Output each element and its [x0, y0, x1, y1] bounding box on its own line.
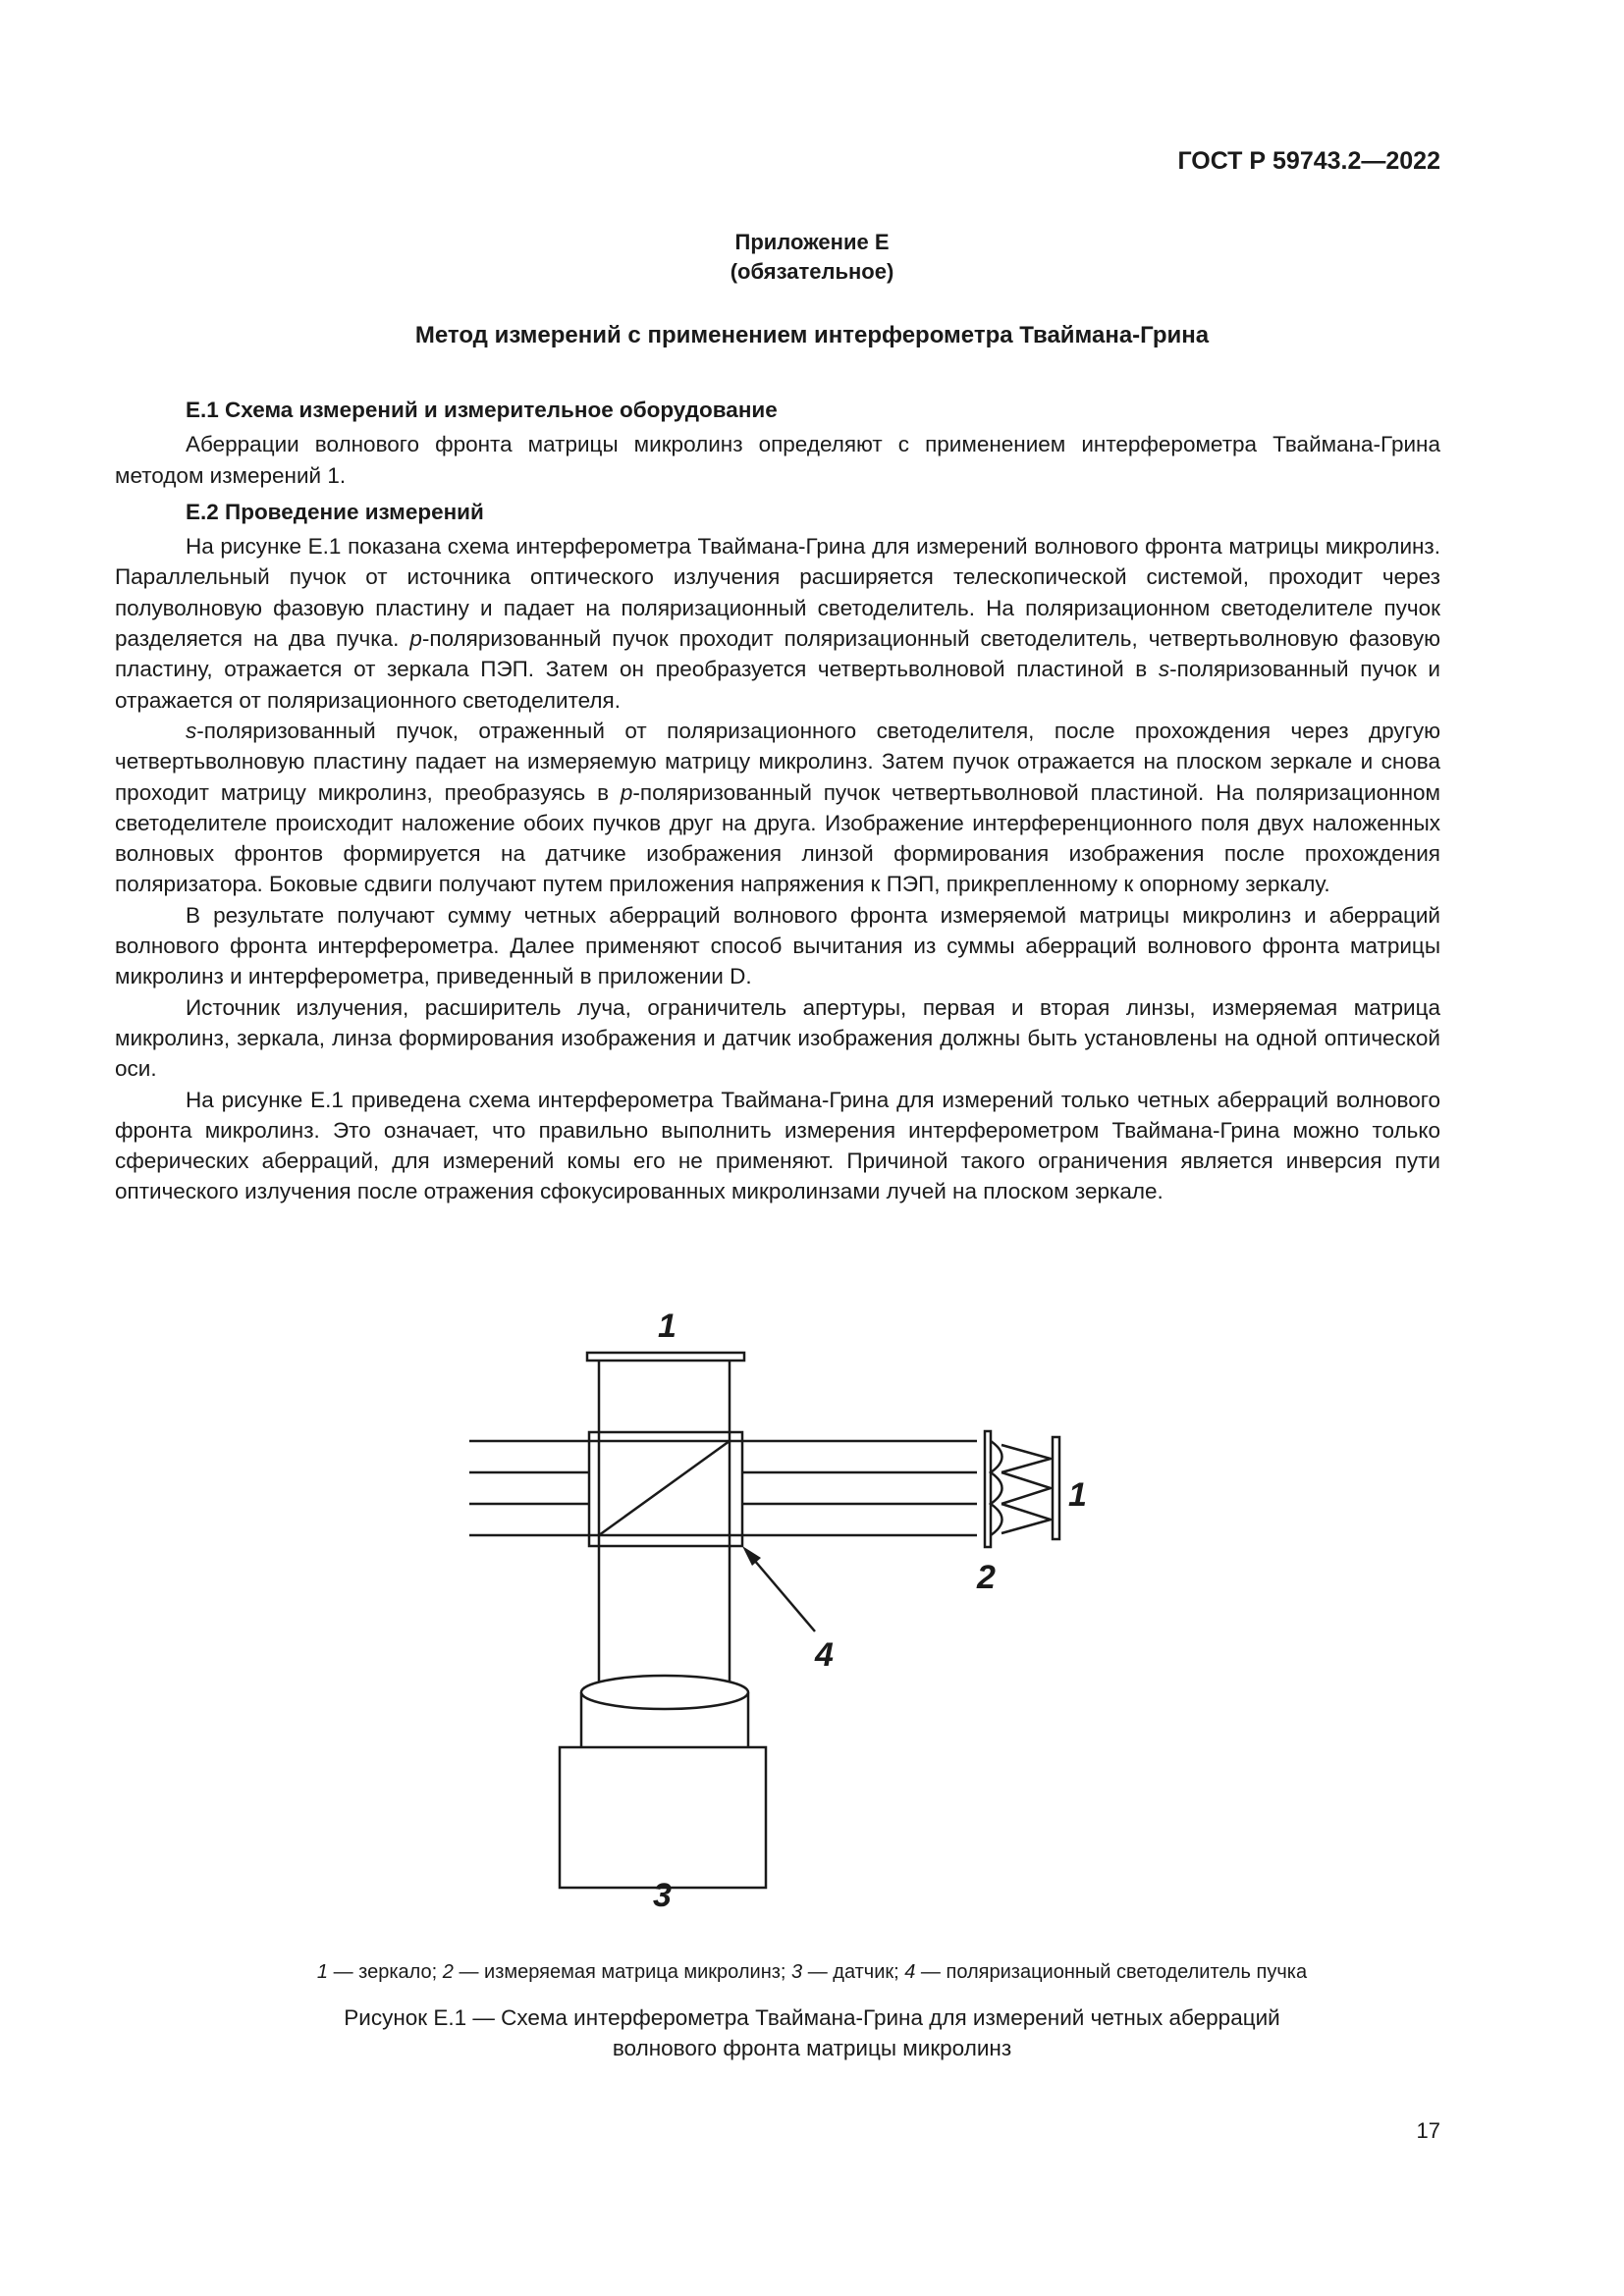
section-e2-paragraph-1	[115, 531, 1440, 716]
splitter-pointer-line	[748, 1553, 815, 1631]
p2-s-symbol: s	[186, 718, 197, 743]
section-e2-paragraph-2	[115, 716, 1440, 900]
annex-status: (обязательное)	[730, 259, 894, 284]
annex-title: Приложение Е	[734, 230, 890, 254]
focused-rays	[1001, 1445, 1051, 1533]
legend-n4: 4	[904, 1961, 916, 1983]
legend-t2: — измеряемая матрица микролинз;	[453, 1961, 792, 1983]
figure-caption-line-1: Рисунок Е.1 — Схема интерферометра Тваймана-Грина для измерений четных аберраций	[344, 2005, 1280, 2030]
legend-t3: — датчик;	[802, 1961, 905, 1983]
interferometer-diagram	[432, 1288, 1119, 1911]
legend-n2: 2	[442, 1961, 454, 1983]
beam-splitter-diagonal	[599, 1441, 730, 1535]
section-e2-paragraph-3: В результате получают сумму четных аберраций волнового фронта измеряемой матрицы микролинз и аберраций волнового фронта интерферометра. Далее применяют способ вычитания из суммы аберраций волнового фронта матрицы микролинз и интерферометра, приведенный в приложении D.	[115, 902, 1440, 989]
section-e1-heading: Е.1 Схема измерений и измерительное оборудование	[186, 398, 778, 422]
p1-text-b: -поляризованный пучок проходит поляризационный светоделитель, четвертьволновую фазовую пластину, отражается от зеркала ПЭП. Затем он преобразуется четвертьволновой пластиной в	[115, 626, 1440, 682]
label-sensor: 3	[653, 1877, 672, 1911]
top-mirror	[587, 1353, 744, 1361]
p1-s-symbol: s	[1158, 657, 1170, 682]
section-e1-paragraph: Аберрации волнового фронта матрицы микролинз определяют с применением интерферометра Тваймана-Грина методом измерений 1.	[115, 432, 1440, 488]
legend-n3: 3	[791, 1961, 803, 1983]
p2-text-b: -поляризованный пучок четвертьволновой пластиной. На поляризационном светоделителе происходит наложение обоих пучков друг на друга. Изображение интерференционного поля двух наложенных волновых фронтов формируется на датчике изображения линзой формирования изображения после прохождения поляризатора. Боковые сдвиги получают путем приложения напряжения к ПЭП, прикрепленному к опорному зеркалу.	[115, 779, 1440, 897]
splitter-pointer-head	[742, 1546, 761, 1566]
label-lens-array: 2	[977, 1559, 996, 1596]
lens-array-plate	[985, 1431, 991, 1547]
legend-t1: — зеркало;	[328, 1961, 443, 1983]
p1-p-symbol: p	[409, 626, 422, 652]
label-mirror-top: 1	[658, 1308, 677, 1345]
sensor-box	[560, 1747, 766, 1888]
section-e2-paragraph-4: Источник излучения, расширитель луча, ограничитель апертуры, первая и вторая линзы, измеряемая матрица микролинз, зеркала, линза формирования изображения и датчик изображения должны быть установлены на одной оптической оси.	[115, 994, 1440, 1082]
imaging-lens-top	[581, 1676, 748, 1709]
label-mirror-right: 1	[1068, 1476, 1087, 1514]
label-beam-splitter: 4	[815, 1636, 834, 1674]
microlenses	[991, 1441, 1002, 1535]
section-e2-heading: Е.2 Проведение измерений	[186, 499, 484, 524]
legend-n1: 1	[316, 1961, 329, 1983]
method-title: Метод измерений с применением интерферометра Тваймана-Грина	[414, 322, 1210, 348]
p2-p-symbol: p	[620, 779, 633, 805]
page-number: 17	[1416, 2118, 1440, 2143]
p1-text-a: На рисунке Е.1 показана схема интерферометра Тваймана-Грина для измерений волнового фронта матрицы микролинз. Параллельный пучок от источника оптического излучения расширяется телескопической системой, проходит через полуволновую фазовую пластину и падает на поляризационный светоделитель. На поляризационном светоделителе пучок разделяется на два пучка.	[115, 534, 1440, 652]
figure-caption-line-2: волнового фронта матрицы микролинз	[612, 2036, 1012, 2060]
body-text	[115, 395, 1440, 1207]
standard-number: ГОСТ Р 59743.2—2022	[1177, 147, 1440, 175]
figure-legend	[0, 1961, 1624, 1984]
section-e2-paragraph-5: На рисунке Е.1 приведена схема интерферометра Тваймана-Грина для измерений только четных аберраций волнового фронта микролинз. Это означает, что правильно выполнить измерения интерферометром Тваймана-Грина можно только сферических аберраций, для измерений комы его не применяют. Причиной такого ограничения является инверсия пути оптического излучения после отражения сфокусированных микролинзами лучей на плоском зеркале.	[115, 1087, 1440, 1204]
right-mirror	[1053, 1437, 1059, 1539]
p2-text-a: -поляризованный пучок, отраженный от поляризационного светоделителя, после прохождения через другую четвертьволновую пластину падает на измеряемую матрицу микролинз. Затем пучок отражается на плоском зеркале и снова проходит матрицу микролинз, преобразуясь в	[115, 718, 1440, 805]
legend-t4: — поляризационный светоделитель пучка	[915, 1961, 1308, 1983]
p1-text-c: -поляризованный пучок и отражается от поляризационного светоделителя.	[115, 657, 1441, 713]
